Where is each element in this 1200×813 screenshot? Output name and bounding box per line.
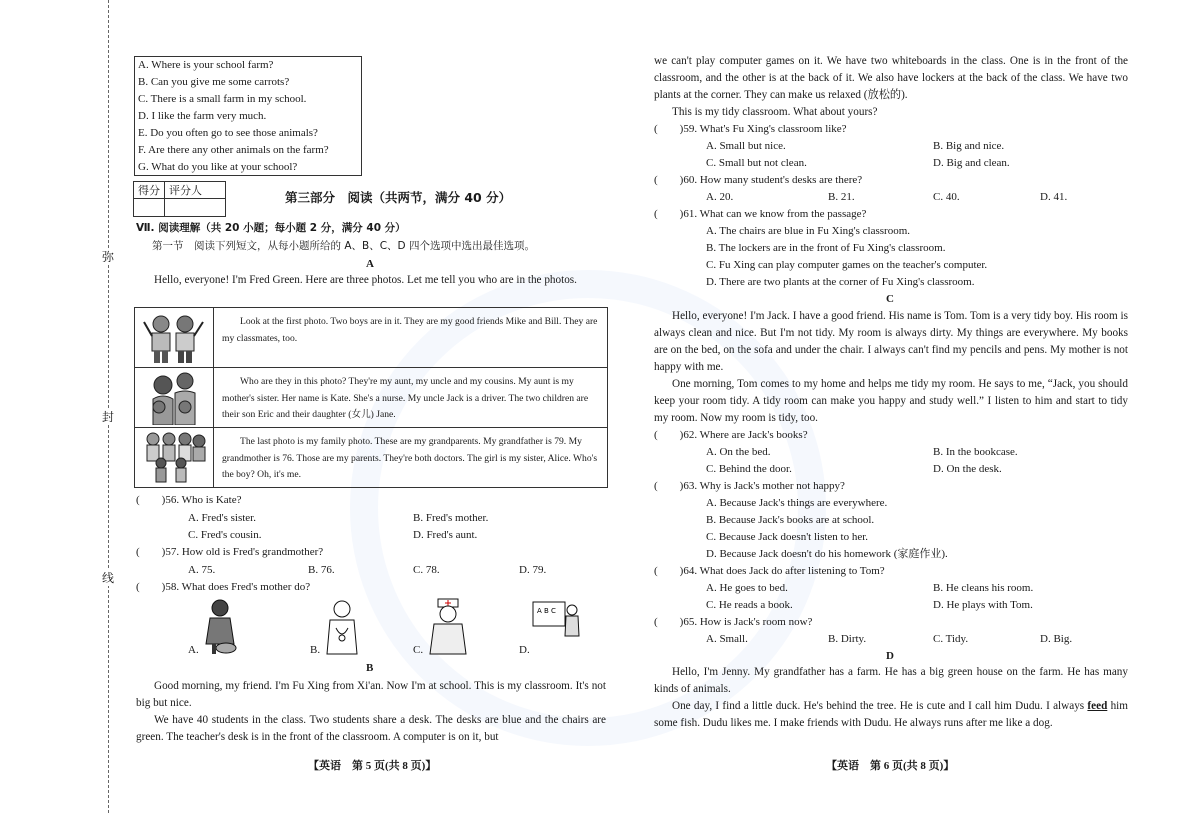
side-char-2: 封 (102, 410, 115, 424)
side-char-3: 线 (102, 571, 115, 585)
passage-d-p1: Hello, I'm Jenny. My grandfather has a farm. He has a big green house on the farm. He has many kinds of animals. (654, 666, 1128, 695)
q62-option-c[interactable]: C. Behind the door. (706, 463, 792, 475)
q64-stem: ( )64. What does Jack do after listening to Tom? (654, 565, 885, 577)
score-label: 得分 (134, 182, 165, 199)
q58-option-b-image (322, 598, 362, 661)
q61-stem: ( )61. What can we know from the passage? (654, 208, 867, 220)
q59-option-a[interactable]: A. Small but nice. (706, 140, 786, 152)
binding-line (108, 0, 109, 813)
q62-option-b[interactable]: B. In the bookcase. (933, 446, 1018, 458)
passage-c-label: C (886, 293, 894, 305)
q62-stem: ( )62. Where are Jack's books? (654, 429, 808, 441)
q61-option-d[interactable]: D. There are two plants at the corner of Fu Xing's classroom. (706, 276, 975, 288)
photo-row-2 (135, 368, 607, 428)
q64-option-b[interactable]: B. He cleans his room. (933, 582, 1034, 594)
passage-b-label: B (366, 662, 374, 674)
q59-option-b[interactable]: B. Big and nice. (933, 140, 1005, 152)
option-g: G. What do you like at your school? (138, 161, 298, 173)
passage-d-keyword: feed (1087, 700, 1108, 712)
q60-stem: ( )60. How many student's desks are there? (654, 174, 863, 186)
q59-stem: ( )59. What's Fu Xing's classroom like? (654, 123, 847, 135)
section-title: Ⅶ. 阅读理解（共 20 小题；每小题 2 分，满分 40 分） (136, 222, 406, 234)
option-e: E. Do you often go to see those animals? (138, 127, 318, 139)
q65-option-c[interactable]: C. Tidy. (933, 633, 969, 645)
passage-a-intro: Hello, everyone! I'm Fred Green. Here are three photos. Let me tell you who are in the photos. (154, 274, 577, 286)
photo-table (134, 307, 608, 488)
q59-option-d[interactable]: D. Big and clean. (933, 157, 1010, 169)
q59-option-c[interactable]: C. Small but not clean. (706, 157, 807, 169)
q62-option-a[interactable]: A. On the bed. (706, 446, 771, 458)
options-box (134, 56, 362, 176)
photo-2-text: Who are they in this photo? They're my aunt, my uncle and my cousins. My aunt is my mother's sister. Her name is Kate. She's a nurse. My uncle Jack is a driver. The two children are their son Eric and their daughter (女儿) Jane. (222, 376, 589, 420)
q61-option-b[interactable]: B. The lockers are in the front of Fu Xing's classroom. (706, 242, 946, 254)
photo-1-text: Look at the first photo. Two boys are in it. They are my good friends Mike and Bill. They are my classmates, too. (222, 316, 598, 344)
q64-option-d[interactable]: D. He plays with Tom. (933, 599, 1033, 611)
passage-d-p2 (654, 698, 1128, 732)
q65-option-a[interactable]: A. Small. (706, 633, 748, 645)
q56-option-c[interactable]: C. Fred's cousin. (188, 529, 262, 541)
footer-right: 【英语 第 6 页(共 8 页)】 (826, 760, 955, 772)
q65-option-b[interactable]: B. Dirty. (828, 633, 867, 645)
grader-cell (165, 199, 226, 217)
score-table (133, 181, 226, 217)
part-title: 第三部分 阅读（共两节，满分 40 分） (285, 190, 512, 205)
passage-c-p1: Hello, everyone! I'm Jack. I have a good friend. His name is Tom. Tom is a very tidy boy. His room is always clean and nice. But I'm not tidy. My room is always dirty. My things are everywhere. My books are on the bed, on the sofa and under the chair. I always can't find my pencils and pens. My mother is not happy with me. (654, 310, 1128, 373)
q56-option-d[interactable]: D. Fred's aunt. (413, 529, 478, 541)
q63-option-a[interactable]: A. Because Jack's things are everywhere. (706, 497, 888, 509)
passage-a-label: A (366, 258, 374, 270)
q58-option-c[interactable]: C. (413, 644, 424, 656)
q58-option-c-image (426, 598, 470, 661)
grader-label: 评分人 (165, 182, 226, 199)
q57-option-c[interactable]: C. 78. (413, 564, 440, 576)
q61-option-a[interactable]: A. The chairs are blue in Fu Xing's classroom. (706, 225, 911, 237)
photo-row-3 (135, 428, 607, 487)
q64-option-c[interactable]: C. He reads a book. (706, 599, 793, 611)
q57-stem: ( )57. How old is Fred's grandmother? (136, 546, 324, 558)
q58-option-b[interactable]: B. (310, 644, 321, 656)
passage-d-p2-end: him some fish. Dudu likes me. I make friends with Dudu. He always runs after me like a dog. (654, 700, 1128, 729)
photo-row-1 (135, 308, 607, 368)
q56-option-b[interactable]: B. Fred's mother. (413, 512, 489, 524)
option-c: C. There is a small farm in my school. (138, 93, 307, 105)
q63-option-c[interactable]: C. Because Jack doesn't listen to her. (706, 531, 869, 543)
q60-option-b[interactable]: B. 21. (828, 191, 855, 203)
q58-option-a-image (200, 598, 240, 661)
footer-left: 【英语 第 5 页(共 8 页)】 (308, 760, 437, 772)
q63-stem: ( )63. Why is Jack's mother not happy? (654, 480, 845, 492)
q60-option-d[interactable]: D. 41. (1040, 191, 1068, 203)
q58-option-d-image (532, 600, 582, 645)
q58-board-text: A B C (537, 607, 556, 615)
q62-option-d[interactable]: D. On the desk. (933, 463, 1002, 475)
q57-option-a[interactable]: A. 75. (188, 564, 216, 576)
option-d: D. I like the farm very much. (138, 110, 267, 122)
q60-option-c[interactable]: C. 40. (933, 191, 960, 203)
q57-option-b[interactable]: B. 76. (308, 564, 335, 576)
option-b: B. Can you give me some carrots? (138, 76, 290, 88)
q58-option-d[interactable]: D. (519, 644, 530, 656)
section-instruction: 第一节 阅读下列短文，从每小题所给的 A、B、C、D 四个选项中选出最佳选项。 (152, 240, 535, 252)
q65-stem: ( )65. How is Jack's room now? (654, 616, 813, 628)
q57-option-d[interactable]: D. 79. (519, 564, 547, 576)
q64-option-a[interactable]: A. He goes to bed. (706, 582, 788, 594)
option-f: F. Are there any other animals on the farm? (138, 144, 329, 156)
score-cell (134, 199, 165, 217)
photo-3-text: The last photo is my family photo. These are my grandparents. My grandfather is 79. My grandmother is 76. Those are my parents. They're both doctors. The girl is my sister, Alice. Who's the boy? Oh, it's me. (222, 436, 598, 480)
q63-option-b[interactable]: B. Because Jack's books are at school. (706, 514, 875, 526)
passage-b-p1: Good morning, my friend. I'm Fu Xing from Xi'an. Now I'm at school. This is my classroom. It's not big but nice. (136, 680, 606, 709)
q65-option-d[interactable]: D. Big. (1040, 633, 1073, 645)
q56-stem: ( )56. Who is Kate? (136, 494, 242, 506)
q58-stem: ( )58. What does Fred's mother do? (136, 581, 311, 593)
two-boys-image (135, 308, 214, 367)
q60-option-a[interactable]: A. 20. (706, 191, 734, 203)
side-char-1: 弥 (102, 250, 115, 264)
option-a: A. Where is your school farm? (138, 59, 274, 71)
q63-option-d[interactable]: D. Because Jack doesn't do his homework (家庭作业). (706, 548, 948, 560)
passage-d-label: D (886, 650, 894, 662)
q61-option-c[interactable]: C. Fu Xing can play computer games on the teacher's computer. (706, 259, 988, 271)
passage-b-p3: This is my tidy classroom. What about yours? (672, 106, 878, 118)
family-photo-image (135, 428, 214, 487)
passage-d-p2-start: One day, I find a little duck. He's behind the tree. He is cute and I call him Dudu. I always (672, 700, 1088, 712)
passage-c-p2: One morning, Tom comes to my home and helps me tidy my room. He says to me, “Jack, you should keep your room tidy. A tidy room can make you happy and study well.” I listen to him and start to tidy my room. Now my room is tidy, too. (654, 378, 1128, 424)
passage-b-p2: We have 40 students in the class. Two students share a desk. The desks are blue and the chairs are green. The teacher's desk is in the front of the classroom. A computer is on it, but (136, 714, 606, 743)
passage-b-p2-continued: we can't play computer games on it. We have two whiteboards in the class. One is in the front of the classroom, and the other is at the back of it. We also have lockers at the back of the class. We have two plants at the corner. They can make us relaxed (放松的). (654, 55, 1128, 101)
q56-option-a[interactable]: A. Fred's sister. (188, 512, 256, 524)
aunt-family-image (135, 368, 214, 427)
q58-option-a[interactable]: A. (188, 644, 199, 656)
